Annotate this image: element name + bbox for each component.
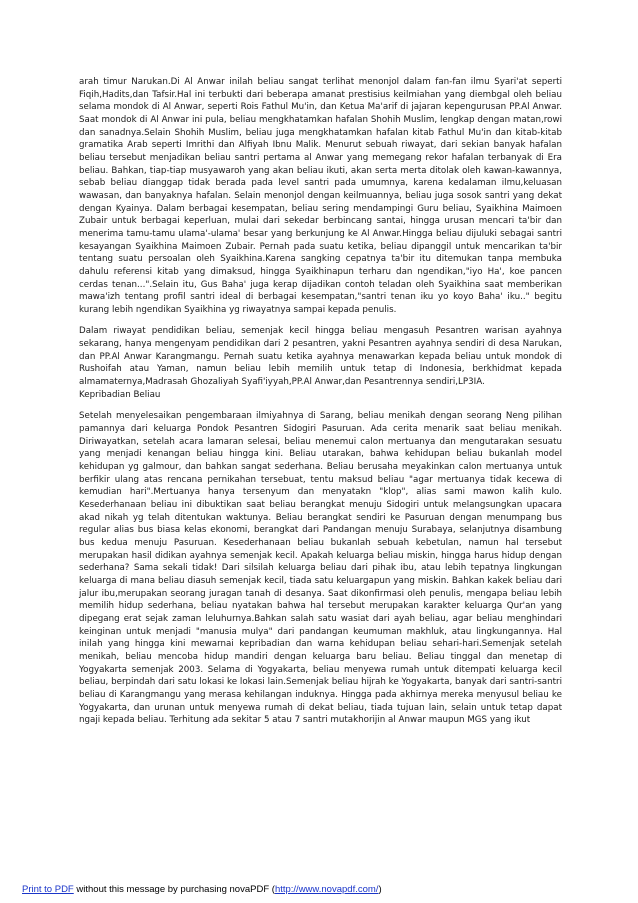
paragraph-riwayat-pendidikan: Dalam riwayat pendidikan beliau, semenjak kecil hingga beliau mengasuh Pesantren warisan ayahnya sekarang, hanya mengenyam pendidikan dari 2 pesantren, yakni Pesantren ayahnya sendiri di desa Narukan, dan PP.Al Anwar Karangmangu. Pernah suatu ketika ayahnya menawarkan kepada beliau untuk mondok di Rushoifah atau Yaman, namun beliau lebih memilih untuk tetap di Indonesia, berkhidmat kepada almamaternya,Madrasah Ghozaliyah Syafi'iyyah,PP.Al Anwar,dan Pesantrennya sendiri,LP3IA. bbox=[79, 326, 562, 388]
novapdf-url-link[interactable]: http://www.novapdf.com/ bbox=[274, 884, 379, 895]
print-footer bbox=[22, 884, 382, 895]
section-heading: Kepribadian Beliau bbox=[79, 389, 161, 400]
footer-message: without this message by purchasing novaPDF ( bbox=[73, 884, 275, 895]
print-to-pdf-link[interactable]: Print to PDF bbox=[22, 884, 74, 895]
paragraph-santri-al-anwar: arah timur Narukan.Di Al Anwar inilah beliau sangat terlihat menonjol dalam fan-fan ilmu Syari'at seperti Fiqih,Hadits,dan Tafsir.Hal ini terbukti dari beberapa amanat prestisius keilmiahan yang diembgal oleh beliau selama mondok di Al Anwar, seperti Rois Fathul Mu'in, dan Ketua Ma'arif di jajaran kepengurusan PP.Al Anwar. Saat mondok di Al Anwar ini pula, beliau mengkhatamkan hafalan Shohih Muslim, lengkap dengan matan,rowi dan sanadnya.Selain Shohih Muslim, beliau juga mengkhatamkan hafalan kitab Fathul Mu'in dan kitab-kitab gramatika Arab seperti Imrithi dan Alfiyah Ibnu Malik. Menurut sebuah riwayat, dari sekian banyak hafalan beliau tersebut menjadikan beliau santri pertama al Anwar yang memegang rekor hafalan terbanyak di Era beliau. Bahkan, tiap-tiap musyawaroh yang akan beliau ikuti, akan serta merta ditolak oleh kawan-kawannya, sebab beliau dianggap tidak berada pada level santri pada umumnya, karena kedalaman ilmu,keluasan wawasan, dan banyaknya hafalan. Selain menonjol dengan keilmuannya, beliau juga sosok santri yang dekat dengan Kyainya. Dalam berbagai kesempatan, beliau sering mendampingi Guru beliau, Syaikhina Maimoen Zubair untuk berbagai keperluan, mulai dari sekedar berbincang santai, hingga urusan mencari ta'bir dan menerima tamu-tamu ulama'-ulama' besar yang berkunjung ke Al Anwar.Hingga beliau dijuluki sebagai santri kesayangan Syaikhina Maimoen Zubair. Pernah pada suatu ketika, beliau dipanggil untuk mencarikan ta'bir tentang suatu persoalan oleh Syaikhina.Karena sangking cepatnya ta'bir itu ditemukan tanpa membuka dahulu referensi kitab yang dimaksud, hingga Syaikhinapun terharu dan ngendikan,"iyo Ha', koe pancen cerdas tenan...".Selain itu, Gus Baha' juga kerap dijadikan contoh teladan oleh Syaikhina saat memberikan mawa'izh tentang profil santri ideal di berbagai kesempatan,"santri tenan iku yo koyo Baha' iku.." begitu kurang lebih ngendikan Syaikhina yg riwayatnya sampai kepada penulis. bbox=[79, 77, 562, 315]
document-body bbox=[79, 76, 562, 736]
footer-close-paren: ) bbox=[378, 884, 382, 895]
paragraph-kepribadian: Setelah menyelesaikan pengembaraan ilmiyahnya di Sarang, beliau menikah dengan seorang Neng pilihan pamannya dari keluarga Pondok Pesantren Sidogiri Pasuruan. Ada cerita menarik saat beliau menikah. Diriwayatkan, setelah acara lamaran selesai, beliau menemui calon mertuanya dan mengutarakan sesuatu yang menjadi kenangan beliau hingga kini. Beliau utarakan, bahwa kehidupan beliau bukanlah model kehidupan yg galmour, dan bahkan sangat sederhana. Beliau berusaha meyakinkan calon mertuanya untuk berfikir ulang atas rencana pernikahan tersebuat, tentu maksud beliau "agar mertuanya tidak kecewa di kemudian hari".Mertuanya hanya tersenyum dan menyatakn "klop", alias sami mawon kalih kulo. Kesederhanaan beliau ini dibuktikan saat beliau berangkat menuju Sidogiri untuk melangsungkan upacara akad nikah yg telah ditentukan waktunya. Beliau berangkat sendiri ke Pasuruan dengan menumpang bus regular alias bus biasa kelas ekonomi, berangkat dari Pandangan menuju Surabaya, selanjutnya disambung bus kedua menuju Pasuruan. Kesederhanaan beliau bukanlah sebuah kebetulan, namun hal tersebut merupakan hasil didikan ayahnya semenjak kecil. Apakah keluarga beliau miskin, hingga harus hidup dengan sederhana? Sama sekali tidak! Dari silsilah keluarga beliau dari pihak ibu, atau lebih tepatnya lingkungan keluarga di mana beliau diasuh semenjak kecil, tiada satu keluargapun yang miskin. Bahkan kakek beliau dari jalur ibu,merupakan seorang juragan tanah di desanya. Saat dikonfirmasi oleh penulis, mengapa beliau lebih memilih hidup sederhana, beliau nyatakan bahwa hal tersebut merupakan karakter keluarga Qur'an yang dipegang erat sejak zaman leluhurnya.Bahkan salah satu wasiat dari ayah beliau, agar beliau menghindari keinginan untuk menjadi "manusia mulya" dari pandangan keumuman makhluk, atau lingkungannya. Hal inilah yang hingga kini mewarnai kepribadian dan warna kehidupan beliau sehari-hari.Semenjak setelah menikah, beliau mencoba hidup mandiri dengan keluarga baru beliau. Beliau tinggal dan menetap di Yogyakarta semenjak 2003. Selama di Yogyakarta, beliau menyewa rumah untuk ditempati keluarga kecil beliau, berpindah dari satu lokasi ke lokasi lain.Semenjak beliau hijrah ke Yogyakarta, banyak dari santri-santri beliau di Karangmangu yang merasa kehilangan induknya. Hingga pada akhirnya mereka menyusul beliau ke Yogyakarta, dan urunan untuk menyewa rumah di dekat beliau, tiada tujuan lain, selain untuk tetap dapat ngaji kepada beliau. Terhitung ada sekitar 5 atau 7 santri mutakhorijin al Anwar maupun MGS yang ikut bbox=[79, 411, 562, 726]
